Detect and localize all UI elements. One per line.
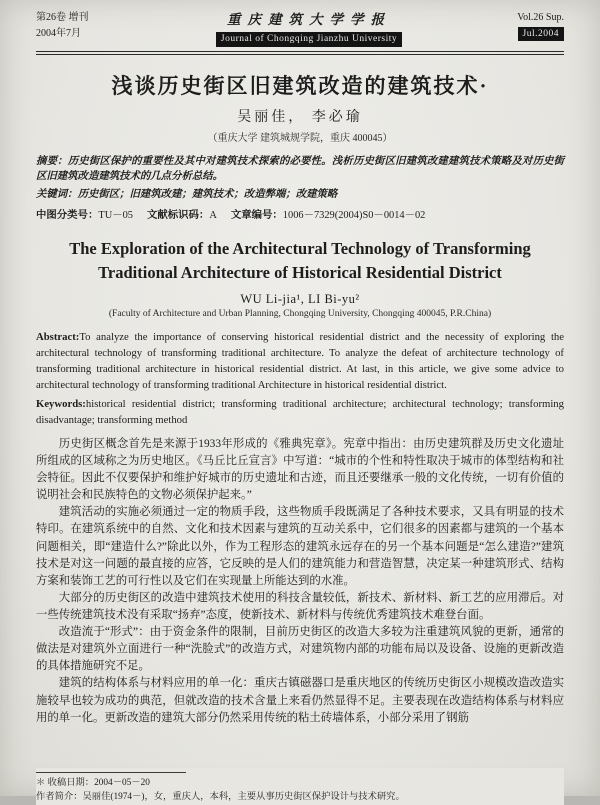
volume-cn: 第26卷 增刊: [36, 12, 89, 23]
header-right: [472, 10, 564, 41]
header-rule: [36, 54, 564, 55]
footnote-rule: [36, 772, 186, 773]
keywords-cn: [36, 187, 564, 203]
body-paragraph-3: 大部分的历史街区的改造中建筑技术使用的科技含量较低，新技术、新材料、新工艺的应用滞后。对一些传统建筑技术没有采取“扬弃”态度，使新技术、新材料与传统优秀建筑技术难登台面。: [36, 591, 564, 622]
abstract-en: [36, 329, 564, 393]
body-paragraph-4: 改造流于“形式”：由于资金条件的限制，目前历史街区的改造大多较为注重建筑风貌的更新，通常的做法是对建筑外立面进行一种“洗脸式”的改造方式，对建筑物内部的功能布局以及设备、设施的更新改造的具体措施研究不足。: [36, 626, 564, 673]
doccode-value: A: [209, 210, 217, 222]
keywords-text-cn: 历史街区；旧建筑改建；建筑技术；改造弊端；改建策略: [77, 188, 338, 200]
header-left: [36, 10, 146, 41]
body-paragraph-2: 建筑活动的实施必须通过一定的物质手段，这些物质手段既满足了各种技术要求，又具有明显的技术特印。在建筑系统中的自然、文化和技术因素与建筑的互动关系中，它们很多的因素都与建筑的一个基本问题相关，即“建造什么?”除此以外，作为工程形态的建筑永远存在的另一个基本问题是“怎么建造?”建筑技术是对这一问题的最直接的应答，它反映的是人们的建筑能力和营造智慧，决定某一种建筑形式、结构方案和装饰工艺的可行性以及它们在实现量上所能达到的水准。: [36, 506, 564, 587]
authors-cn: 吴丽佳， 李必瑜: [237, 109, 363, 125]
article-id-value: 1006－7329(2004)S0－0014－02: [282, 210, 426, 222]
affiliation-cn: （重庆大学 建筑城规学院，重庆 400045）: [207, 132, 393, 144]
abstract-label-cn: 摘要：: [36, 155, 68, 167]
footnote: [36, 768, 564, 805]
clc-value: TU－05: [98, 210, 133, 222]
keywords-label-cn: 关键词：: [36, 188, 78, 200]
article-id-label: 文章编号：: [230, 210, 283, 222]
date-en: Jul.2004: [518, 27, 564, 42]
clc-label: 中图分类号：: [36, 210, 99, 222]
author-bio: 作者简介：吴丽佳(1974－)，女，重庆人，本科，主要从事历史街区保护设计与技术研究。: [36, 792, 405, 803]
authors-en: WU Li-jia¹, LI Bi-yu²: [240, 291, 360, 306]
page-header: [36, 10, 564, 52]
article-title-cn: 浅谈历史街区旧建筑改造的建筑技术·: [111, 73, 489, 98]
header-center: [146, 10, 472, 47]
article-title-en: The Exploration of the Architectural Technology of Transforming Traditional Architecture of Historical Residential District: [69, 239, 531, 282]
abstract-cn: [36, 154, 564, 185]
received-date: ＊ 收稿日期：2004－05－20: [36, 778, 150, 789]
abstract-label-en: Abstract:: [36, 330, 80, 343]
article-body: [36, 436, 564, 727]
abstract-text-en: To analyze the importance of conserving historical residential district and the necessity of exploring the architectural technology of transforming traditional architecture. To analyze the defeat of architecture technology of transforming traditional architecture in historical residential district. At last, in this article, we give some advice to architectural technology of transforming traditional Architecture in historical residential district.: [36, 330, 564, 391]
body-paragraph-1: 历史街区概念首先是来源于1933年形成的《雅典宪章》。宪章中指出：由历史建筑群及历史文化遗址所组成的区域称之为历史地区。《马丘比丘宣言》中写道：“城市的个性和特性取决于城市的体型结构和社会特征。因此不仅要保护和维护好城市的历史遗址和古迹，而且还要继承一般的文化传统，一切有价值的说明社会和民族特色的文物必须保护起来。”: [36, 437, 564, 502]
abstract-text-cn: 历史街区保护的重要性及其中对建筑技术探索的必要性。浅析历史街区旧建筑改建建筑技术策略及对历史街区旧建筑改造建筑技术的几点分析总结。: [36, 155, 565, 183]
journal-title-cn: 重庆建筑大学学报: [227, 12, 391, 27]
affiliation-en: (Faculty of Architecture and Urban Planning, Chongqing University, Chongqing 400045, P.R.China): [108, 308, 492, 319]
doccode-label: 文献标识码：: [146, 210, 210, 222]
classification-line: [36, 206, 564, 221]
keywords-text-en: historical residential district; transforming traditional architecture; architectural technology; transforming disadvantage; transforming method: [36, 397, 564, 426]
date-cn: 2004年7月: [36, 27, 81, 39]
body-paragraph-5: 建筑的结构体系与材料应用的单一化：重庆古镇磁器口是重庆地区的传统历史街区小规模改造改造实施较早也较为成功的典范，但就改造的技术含量上来看仍然显得不足。主要表现在改造结构体系与材料应用的单一化。更新改造的建筑大部分仍然采用传统的粘土砖墙体系，小部分采用了钢筋: [36, 677, 564, 724]
keywords-label-en: Keywords:: [36, 397, 86, 410]
keywords-en: [36, 396, 564, 428]
volume-en: Vol.26 Sup.: [517, 12, 564, 23]
journal-title-en: Journal of Chongqing Jianzhu University: [216, 32, 402, 47]
